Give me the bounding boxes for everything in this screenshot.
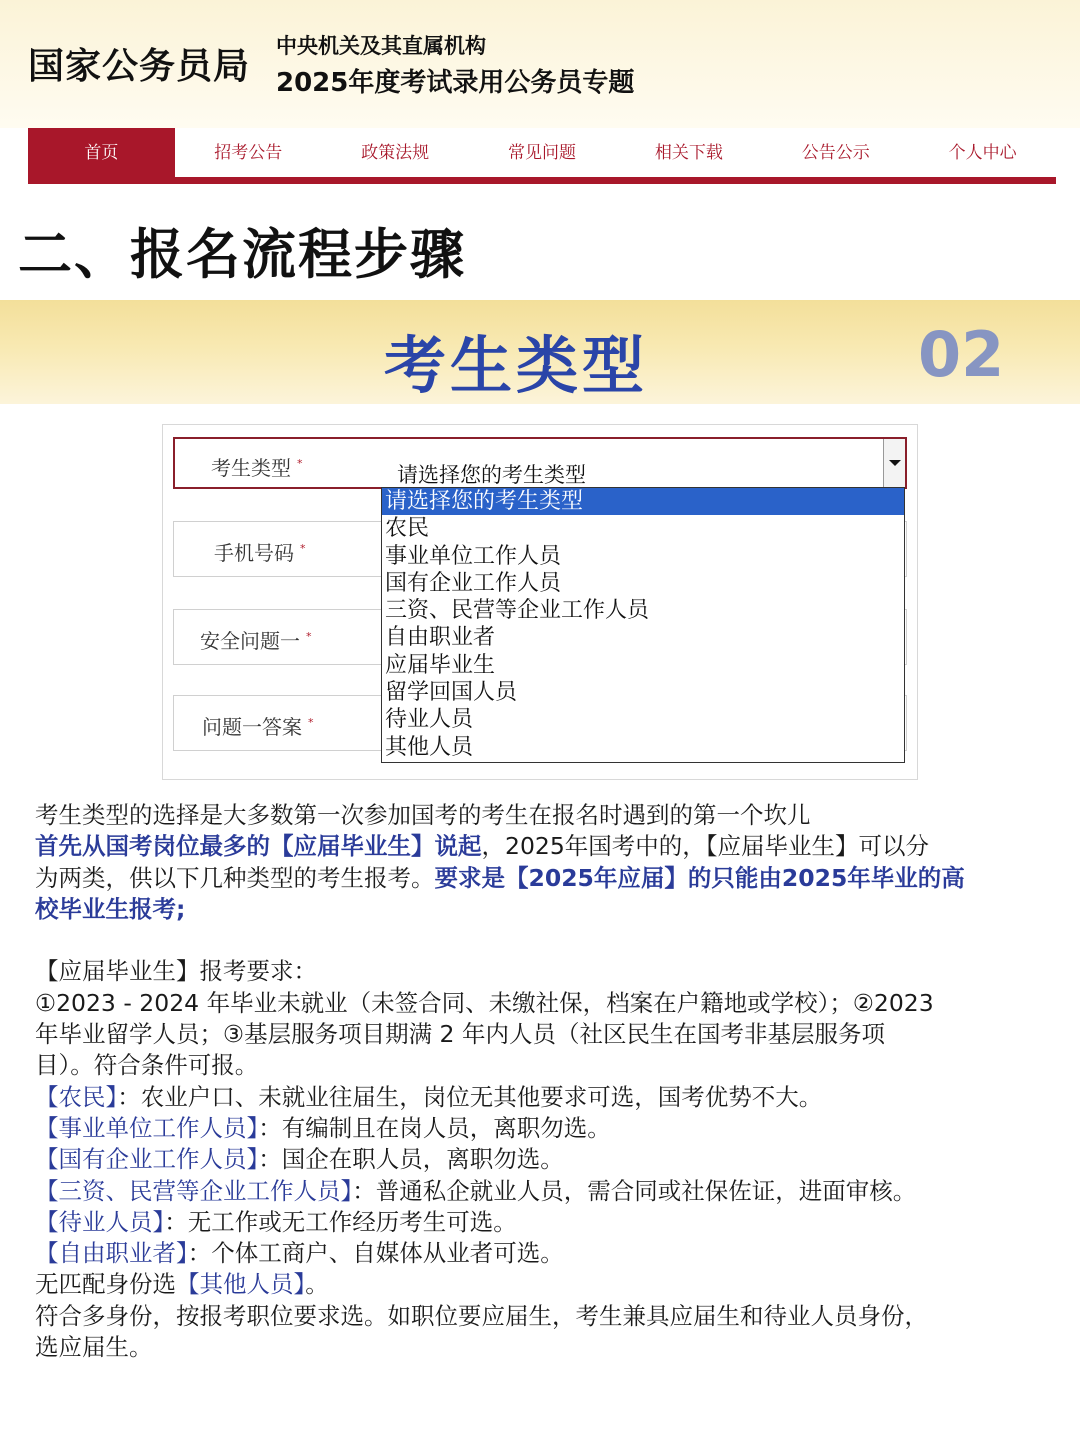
banner-title: 考生类型 [384,329,649,402]
dropdown-option[interactable]: 国有企业工作人员 [385,570,562,596]
nav-item-notices[interactable]: 公告公示 [801,143,870,163]
candidate-type-field [173,437,907,489]
step-banner [0,300,1080,404]
type-desc-freelance: 【自由职业者】：个体工商户、自媒体从业者可选。 [35,1239,564,1268]
dropdown-option[interactable]: 农民 [385,516,430,542]
requirements-line: ①2023 - 2024 年毕业未就业（未签合同、未缴社保，档案在户籍地或学校）；②2023 [35,988,934,1017]
intro-line: 考生类型的选择是大多数第一次参加国考的考生在报名时遇到的第一个坎儿 [35,801,811,829]
type-desc-unemployed: 【待业人员】：无工作或无工作经历考生可选。 [35,1207,517,1236]
dropdown-option[interactable]: 事业单位工作人员 [385,543,562,569]
dropdown-option[interactable]: 待业人员 [385,707,474,733]
nav-item-downloads[interactable]: 相关下载 [654,143,723,163]
requirements-line: 年毕业留学人员；③基层服务项目期满 2 年内人员（社区民生在国考非基层服务项 [35,1020,885,1049]
multi-identity-line: 选应届生。 [35,1333,153,1362]
chevron-down-icon[interactable] [883,439,905,487]
dropdown-option[interactable]: 请选择您的考生类型 [382,488,904,515]
type-desc-soe: 【国有企业工作人员】：国企在职人员，离职勿选。 [35,1145,564,1174]
section-title: 二、报名流程步骤 [18,223,466,286]
site-header [0,0,1080,128]
required-mark: * [306,630,312,644]
candidate-type-label: 考生类型 * [211,456,303,480]
nav-underline-bar [28,177,1056,184]
bureau-name[interactable]: 国家公务员局 [28,46,251,87]
nav-item-faq[interactable]: 常见问题 [508,143,576,163]
requirements-title: 【应届毕业生】报考要求： [35,957,317,986]
type-desc-private: 【三资、民营等企业工作人员】：普通私企就业人员，需合同或社保佐证，进面审核。 [35,1176,917,1205]
dropdown-option[interactable]: 自由职业者 [385,625,496,651]
banner-step-number: 02 [918,318,1005,391]
requirements-line: 目）。符合条件可报。 [35,1051,259,1080]
phone-label: 手机号码 * [214,541,306,565]
nav-item-home[interactable]: 首页 [28,128,175,178]
type-desc-public-institution: 【事业单位工作人员】：有编制且在岗人员，离职勿选。 [35,1113,611,1142]
nav-item-announcements[interactable]: 招考公告 [214,143,283,163]
candidate-type-dropdown [381,487,905,763]
candidate-type-select[interactable]: 请选择您的考生类型 [397,463,586,487]
type-desc-other: 无匹配身份选【其他人员】。 [35,1270,329,1299]
main-nav [28,128,1056,178]
header-subtitle-org: 中央机关及其直属机构 [276,34,486,58]
paragraph-line: 首先从国考岗位最多的【应届毕业生】说起，2025年国考中的，【应届毕业生】可以分 [35,832,930,861]
header-subtitle-topic: 2025年度考试录用公务员专题 [276,68,635,98]
security-question-label: 安全问题一 * [200,629,312,653]
type-desc-farmer: 【农民】：农业户口、未就业往届生，岗位无其他要求可选，国考优势不大。 [35,1082,823,1111]
multi-identity-line: 符合多身份，按报考职位要求选。如职位要应届生，考生兼具应届生和待业人员身份， [35,1301,928,1330]
dropdown-option[interactable]: 留学回国人员 [385,680,518,706]
required-mark: * [300,542,306,556]
spacer [35,925,1050,956]
security-answer-label: 问题一答案 * [202,715,314,739]
dropdown-option[interactable]: 其他人员 [385,734,474,760]
dropdown-option[interactable]: 应届毕业生 [385,652,496,678]
paragraph-line: 为两类，供以下几种类型的考生报考。要求是【2025年应届】的只能由2025年毕业的高 [35,863,965,892]
paragraph-line: 校毕业生报考; [35,894,186,923]
nav-item-personal-center[interactable]: 个人中心 [948,143,1017,163]
article-body [35,800,1050,1363]
required-mark: * [308,716,314,730]
required-mark: * [297,457,303,471]
nav-item-policies[interactable]: 政策法规 [361,143,430,163]
dropdown-option[interactable]: 三资、民营等企业工作人员 [385,598,650,624]
registration-form-screenshot [162,424,918,780]
